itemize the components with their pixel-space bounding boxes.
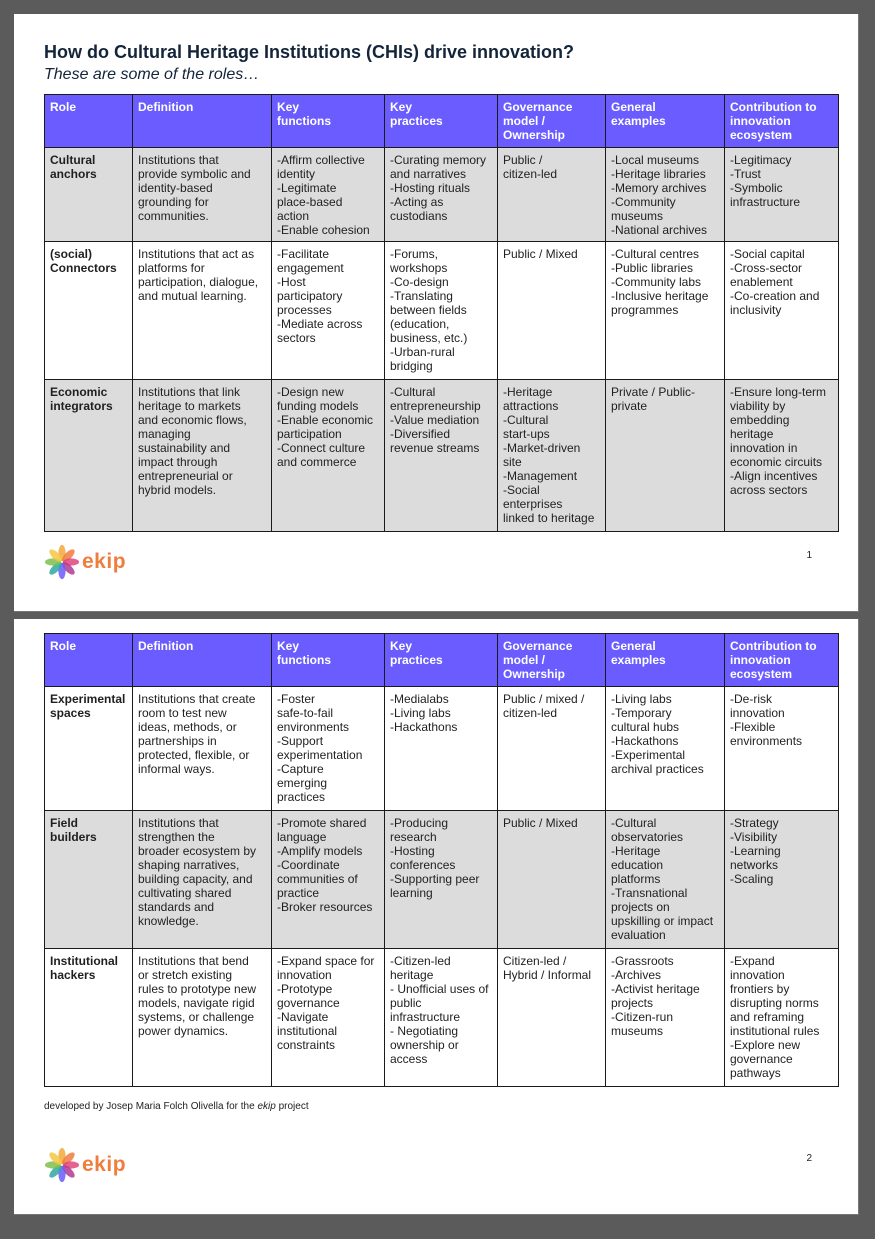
- definition-cell: Institutions that bend or stretch existing rules to prototype new models, navigate rigid systems, or challenge power dynamics.: [133, 949, 272, 1087]
- page-number: 1: [806, 550, 812, 561]
- examples-cell: -Local museums -Heritage libraries -Memory archives -Community museums -National archives: [606, 148, 725, 242]
- role-cell: Experimental spaces: [45, 687, 133, 811]
- contribution-cell: -De-risk innovation -Flexible environments: [725, 687, 839, 811]
- examples-cell: -Living labs -Temporary cultural hubs -Hackathons -Experimental archival practices: [606, 687, 725, 811]
- governance-cell: Public / citizen-led: [498, 148, 606, 242]
- credit-suffix: project: [275, 1101, 309, 1112]
- roles-table-page-1: [44, 94, 839, 532]
- credit-note: [44, 1101, 309, 1112]
- practices-cell: -Cultural entrepreneurship -Value mediation -Diversified revenue streams: [385, 380, 498, 532]
- functions-cell: -Promote shared language -Amplify models -Coordinate communities of practice -Broker resources: [272, 811, 385, 949]
- role-cell: (social) Connectors: [45, 242, 133, 380]
- header-key-practices: Key practices: [385, 634, 498, 687]
- header-general-examples: General examples: [606, 634, 725, 687]
- examples-cell: -Grassroots -Archives -Activist heritage projects -Citizen-run museums: [606, 949, 725, 1087]
- practices-cell: -Curating memory and narratives -Hosting rituals -Acting as custodians: [385, 148, 498, 242]
- credit-project: ekip: [257, 1101, 276, 1112]
- practices-cell: -Forums, workshops -Co-design -Translating between fields (education, business, etc.) -Urban-rural bridging: [385, 242, 498, 380]
- table-row: [45, 148, 839, 242]
- contribution-cell: -Ensure long-term viability by embedding heritage innovation in economic circuits -Align incentives across sectors: [725, 380, 839, 532]
- functions-cell: -Design new funding models -Enable economic participation -Connect culture and commerce: [272, 380, 385, 532]
- definition-cell: Institutions that strengthen the broader ecosystem by shaping narratives, building capacity, and cultivating shared standards and knowledge.: [133, 811, 272, 949]
- header-governance: Governance model / Ownership: [498, 634, 606, 687]
- table-header-row: [45, 634, 839, 687]
- governance-cell: Citizen-led / Hybrid / Informal: [498, 949, 606, 1087]
- logo-wordmark: ekip: [82, 550, 127, 573]
- contribution-cell: -Legitimacy -Trust -Symbolic infrastructure: [725, 148, 839, 242]
- contribution-cell: -Expand innovation frontiers by disrupting norms and reframing institutional rules -Explore new governance pathways: [725, 949, 839, 1087]
- practices-cell: -Medialabs -Living labs -Hackathons: [385, 687, 498, 811]
- header-role: Role: [45, 95, 133, 148]
- table-row: [45, 811, 839, 949]
- table-header-row: [45, 95, 839, 148]
- header-governance: Governance model / Ownership: [498, 95, 606, 148]
- role-cell: Institutional hackers: [45, 949, 133, 1087]
- document-subtitle: These are some of the roles…: [44, 66, 260, 83]
- contribution-cell: -Strategy -Visibility -Learning networks -Scaling: [725, 811, 839, 949]
- governance-cell: Public / Mixed: [498, 242, 606, 380]
- governance-cell: -Heritage attractions -Cultural start-ups -Market-driven site -Management -Social enterprises linked to heritage: [498, 380, 606, 532]
- credit-prefix: developed by Josep Maria Folch Olivella for the: [44, 1101, 258, 1112]
- examples-cell: Private / Public- private: [606, 380, 725, 532]
- definition-cell: Institutions that act as platforms for participation, dialogue, and mutual learning.: [133, 242, 272, 380]
- table-row: [45, 687, 839, 811]
- ekip-logo: [44, 544, 126, 580]
- definition-cell: Institutions that provide symbolic and identity-based grounding for communities.: [133, 148, 272, 242]
- header-definition: Definition: [133, 634, 272, 687]
- document-page-2: [14, 619, 859, 1215]
- table-row: [45, 242, 839, 380]
- governance-cell: Public / Mixed: [498, 811, 606, 949]
- definition-cell: Institutions that link heritage to markets and economic flows, managing sustainability and impact through entrepreneurial or hybrid models.: [133, 380, 272, 532]
- header-key-functions: Key functions: [272, 95, 385, 148]
- role-cell: Cultural anchors: [45, 148, 133, 242]
- header-key-practices: Key practices: [385, 95, 498, 148]
- practices-cell: -Producing research -Hosting conferences -Supporting peer learning: [385, 811, 498, 949]
- ekip-logo: [44, 1147, 126, 1183]
- definition-cell: Institutions that create room to test new ideas, methods, or partnerships in protected, flexible, or informal ways.: [133, 687, 272, 811]
- flower-logo-icon: [44, 544, 80, 580]
- examples-cell: -Cultural centres -Public libraries -Community labs -Inclusive heritage programmes: [606, 242, 725, 380]
- functions-cell: -Affirm collective identity -Legitimate place-based action -Enable cohesion: [272, 148, 385, 242]
- header-key-functions: Key functions: [272, 634, 385, 687]
- page-number: 2: [806, 1153, 812, 1164]
- functions-cell: -Foster safe-to-fail environments -Support experimentation -Capture emerging practices: [272, 687, 385, 811]
- functions-cell: -Facilitate engagement -Host participatory processes -Mediate across sectors: [272, 242, 385, 380]
- document-title: How do Cultural Heritage Institutions (CHIs) drive innovation?: [44, 42, 575, 62]
- header-role: Role: [45, 634, 133, 687]
- header-contribution: Contribution to innovation ecosystem: [725, 634, 839, 687]
- role-cell: Field builders: [45, 811, 133, 949]
- document-page-1: [14, 14, 859, 612]
- examples-cell: -Cultural observatories -Heritage education platforms -Transnational projects on upskilling or impact evaluation: [606, 811, 725, 949]
- roles-table-page-2: [44, 633, 839, 1087]
- table-row: [45, 949, 839, 1087]
- header-definition: Definition: [133, 95, 272, 148]
- functions-cell: -Expand space for innovation -Prototype governance -Navigate institutional constraints: [272, 949, 385, 1087]
- table-row: [45, 380, 839, 532]
- header-general-examples: General examples: [606, 95, 725, 148]
- governance-cell: Public / mixed / citizen-led: [498, 687, 606, 811]
- flower-logo-icon: [44, 1147, 80, 1183]
- role-cell: Economic integrators: [45, 380, 133, 532]
- logo-wordmark: ekip: [82, 1153, 127, 1176]
- practices-cell: -Citizen-led heritage - Unofficial uses of public infrastructure - Negotiating ownership or access: [385, 949, 498, 1087]
- contribution-cell: -Social capital -Cross-sector enablement -Co-creation and inclusivity: [725, 242, 839, 380]
- header-contribution: Contribution to innovation ecosystem: [725, 95, 839, 148]
